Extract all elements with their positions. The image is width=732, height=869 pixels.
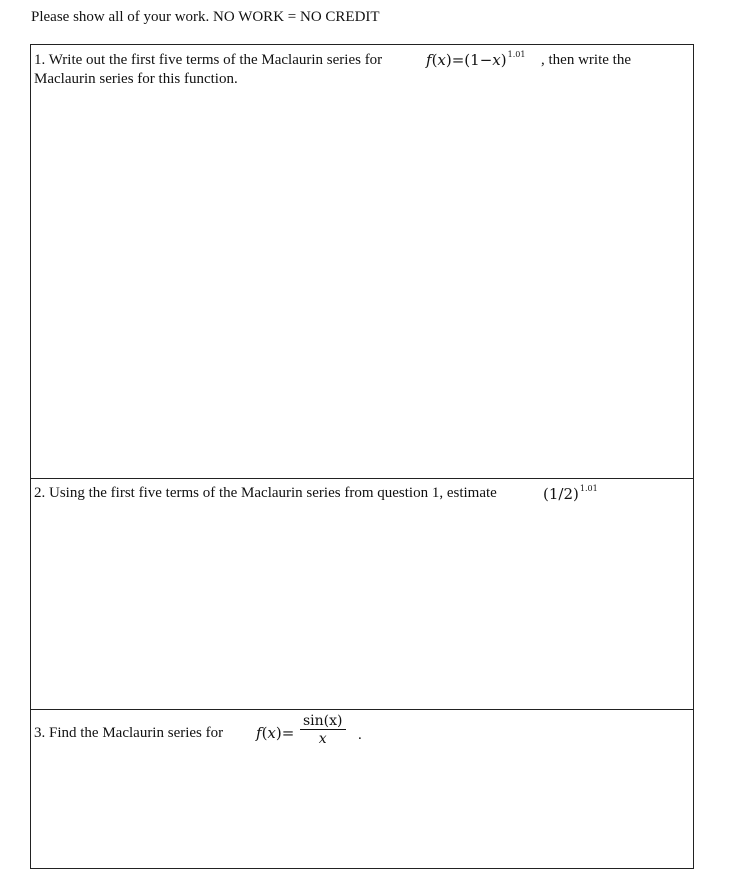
question-3-text: 3. Find the Maclaurin series for <box>34 725 224 741</box>
question-2-text: 2. Using the first five terms of the Maclaurin series from question 1, estimate <box>34 485 497 501</box>
question-3-fraction <box>300 713 346 748</box>
question-1-text-end: , then write the <box>541 52 631 68</box>
question-1-text: 1. Write out the first five terms of the Maclaurin series for <box>34 52 383 68</box>
question-3-formula-lhs: f(x)= <box>256 724 295 742</box>
question-1-formula: $f(x)=(1-x)^{1.01}$ <box>426 50 526 69</box>
question-1-answer-box[interactable] <box>30 44 694 479</box>
instructions: Please show all of your work. NO WORK = NO CREDIT <box>31 9 380 25</box>
question-2-exponent: 1.01 <box>579 484 598 493</box>
question-2-answer-box[interactable] <box>30 478 694 710</box>
fraction-denominator: x <box>318 731 327 747</box>
fraction-numerator: sin(x) <box>300 713 346 730</box>
question-1-prompt <box>34 51 382 70</box>
question-1-exponent: 1.01 <box>507 50 526 59</box>
question-3-period: . <box>358 727 362 743</box>
question-2-formula: $(1/2)^{1.01}$ <box>543 484 598 503</box>
question-1-text-line2: Maclaurin series for this function. <box>34 71 238 87</box>
